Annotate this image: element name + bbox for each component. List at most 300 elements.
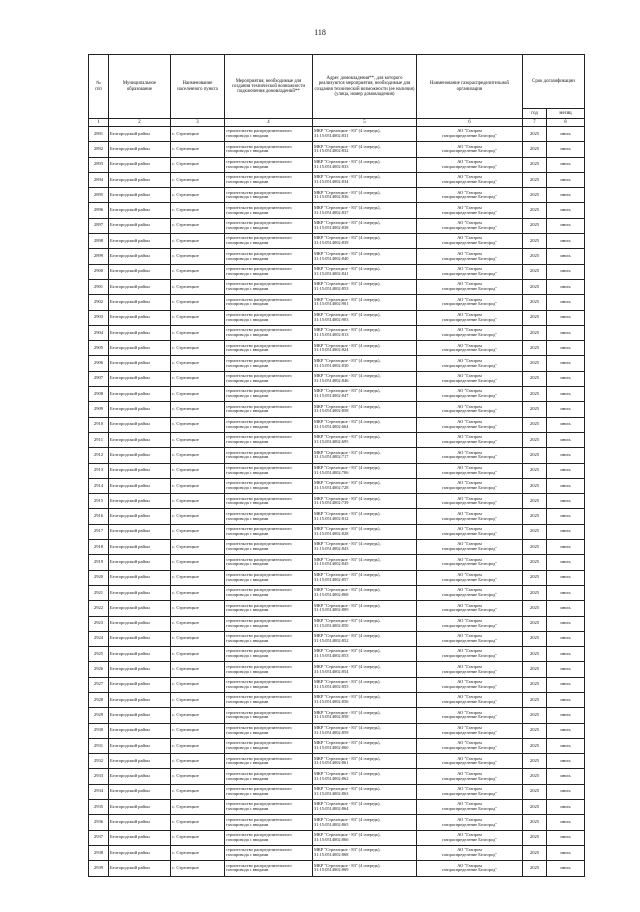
row-activity	[225, 800, 313, 815]
row-activity	[225, 570, 313, 585]
row-organization	[417, 662, 523, 677]
row-district: Белгородский район	[109, 631, 171, 646]
row-month: июль	[547, 830, 585, 845]
row-settlement: с. Стрелецкое	[171, 264, 225, 279]
row-activity-line: строительство распределительного	[226, 190, 292, 195]
row-number: 2903	[89, 310, 109, 325]
row-settlement: с. Стрелецкое	[171, 218, 225, 233]
row-address-line: МКР "Стрелецкое - 83" (4 очередь),	[314, 159, 381, 164]
row-year: 2025	[523, 356, 547, 371]
row-month: июль	[547, 555, 585, 570]
row-address-line: МКР "Стрелецкое - 83" (4 очередь),	[314, 542, 381, 547]
row-organization	[417, 738, 523, 753]
row-number: 2910	[89, 417, 109, 432]
row-activity-line: строительство распределительного	[226, 267, 292, 272]
row-organization-line: АО "Газпром	[457, 787, 482, 792]
table-row	[89, 692, 585, 707]
row-address	[313, 264, 417, 279]
row-activity-line: строительство распределительного	[226, 802, 292, 807]
row-settlement: с. Стрелецкое	[171, 494, 225, 509]
row-activity	[225, 494, 313, 509]
row-address-line: МКР "Стрелецкое - 83" (4 очередь),	[314, 175, 381, 180]
row-address	[313, 432, 417, 447]
row-activity-line: газопровода с вводами	[226, 547, 269, 552]
row-activity-line: газопровода с вводами	[226, 485, 269, 490]
row-district: Белгородский район	[109, 157, 171, 172]
row-organization-line: АО "Газпром	[457, 725, 482, 730]
row-organization	[417, 800, 523, 815]
row-activity-line: газопровода с вводами	[226, 424, 269, 429]
row-address	[313, 402, 417, 417]
row-address-line: 31:15:0514002:834	[314, 180, 349, 185]
row-number: 2922	[89, 601, 109, 616]
row-activity-line: строительство распределительного	[226, 236, 292, 241]
row-activity-line: строительство распределительного	[226, 787, 292, 792]
table-row	[89, 723, 585, 738]
row-organization-line: АО "Газпром	[457, 680, 482, 685]
row-organization	[417, 631, 523, 646]
row-address-line: МКР "Стрелецкое - 83" (4 очередь),	[314, 328, 381, 333]
row-month: июль	[547, 616, 585, 631]
row-district: Белгородский район	[109, 218, 171, 233]
row-month: июль	[547, 540, 585, 555]
row-number: 2926	[89, 662, 109, 677]
row-address	[313, 188, 417, 203]
row-activity-line: газопровода с вводами	[226, 317, 269, 322]
row-address-line: 31:15:0514002:846	[314, 378, 349, 383]
row-address-line: МКР "Стрелецкое - 83" (4 очередь),	[314, 802, 381, 807]
row-activity-line: строительство распределительного	[226, 175, 292, 180]
row-number: 2912	[89, 448, 109, 463]
column-number: 3	[171, 119, 225, 127]
row-year: 2025	[523, 341, 547, 356]
row-year: 2025	[523, 845, 547, 860]
row-address	[313, 142, 417, 157]
row-organization-line: газораспределение Белгород"	[441, 440, 498, 445]
row-organization-line: АО "Газпром	[457, 618, 482, 623]
row-organization-line: газораспределение Белгород"	[441, 363, 498, 368]
row-number: 2931	[89, 738, 109, 753]
row-month: июль	[547, 188, 585, 203]
row-address-line: МКР "Стрелецкое - 83" (4 очередь),	[314, 603, 381, 608]
row-number: 2895	[89, 188, 109, 203]
row-year: 2025	[523, 830, 547, 845]
row-month: июль	[547, 172, 585, 187]
row-organization	[417, 754, 523, 769]
row-district: Белгородский район	[109, 371, 171, 386]
row-activity	[225, 249, 313, 264]
row-address	[313, 769, 417, 784]
row-activity-line: строительство распределительного	[226, 741, 292, 746]
row-activity-line: газопровода с вводами	[226, 654, 269, 659]
table-row	[89, 127, 585, 142]
row-address	[313, 524, 417, 539]
row-organization-line: газораспределение Белгород"	[441, 134, 498, 139]
row-organization	[417, 616, 523, 631]
row-address-line: 31:15:0514002:847	[314, 394, 349, 399]
row-organization	[417, 142, 523, 157]
row-activity-line: газопровода с вводами	[226, 853, 269, 858]
row-settlement: с. Стрелецкое	[171, 800, 225, 815]
row-year: 2025	[523, 815, 547, 830]
row-month: июль	[547, 341, 585, 356]
row-settlement: с. Стрелецкое	[171, 310, 225, 325]
row-organization	[417, 356, 523, 371]
row-address-line: МКР "Стрелецкое - 83" (4 очередь),	[314, 848, 381, 853]
row-month: июль	[547, 417, 585, 432]
row-settlement: с. Стрелецкое	[171, 570, 225, 585]
row-address	[313, 738, 417, 753]
row-address-line: МКР "Стрелецкое - 83" (4 очередь),	[314, 756, 381, 761]
row-year: 2025	[523, 432, 547, 447]
row-year: 2025	[523, 494, 547, 509]
row-district: Белгородский район	[109, 341, 171, 356]
row-month: июль	[547, 494, 585, 509]
row-year: 2025	[523, 555, 547, 570]
row-activity-line: строительство распределительного	[226, 588, 292, 593]
row-address	[313, 616, 417, 631]
row-number: 2911	[89, 432, 109, 447]
row-organization-line: АО "Газпром	[457, 802, 482, 807]
row-activity-line: газопровода с вводами	[226, 868, 269, 873]
row-address-line: МКР "Стрелецкое - 83" (4 очередь),	[314, 833, 381, 838]
row-organization	[417, 417, 523, 432]
row-address-line: 31:15:0514002:869	[314, 868, 349, 873]
row-organization-line: АО "Газпром	[457, 496, 482, 501]
row-settlement: с. Стрелецкое	[171, 142, 225, 157]
row-organization	[417, 769, 523, 784]
row-activity	[225, 509, 313, 524]
row-activity	[225, 371, 313, 386]
row-address-line: 31:15:0514002:841	[314, 271, 349, 276]
row-settlement: с. Стрелецкое	[171, 524, 225, 539]
row-activity	[225, 157, 313, 172]
row-activity	[225, 585, 313, 600]
row-number: 2901	[89, 279, 109, 294]
row-activity-line: газопровода с вводами	[226, 562, 269, 567]
row-activity	[225, 647, 313, 662]
row-activity	[225, 769, 313, 784]
row-year: 2025	[523, 249, 547, 264]
row-address-line: МКР "Стрелецкое - 83" (4 очередь),	[314, 190, 381, 195]
row-activity-line: строительство распределительного	[226, 221, 292, 226]
row-number: 2916	[89, 509, 109, 524]
row-address-line: 31:15:0514002:813	[314, 333, 349, 337]
row-settlement: с. Стрелецкое	[171, 249, 225, 264]
row-month: июль	[547, 325, 585, 340]
row-activity-line: газопровода с вводами	[226, 225, 269, 230]
row-address-line: МКР "Стрелецкое - 83" (4 очередь),	[314, 710, 381, 715]
row-address-line: МКР "Стрелецкое - 83" (4 очередь),	[314, 817, 381, 822]
row-address-line: 31:15:0514002:812	[314, 516, 349, 521]
row-district: Белгородский район	[109, 417, 171, 432]
row-activity	[225, 861, 313, 876]
row-organization-line: АО "Газпром	[457, 603, 482, 608]
row-district: Белгородский район	[109, 647, 171, 662]
row-organization	[417, 692, 523, 707]
row-organization	[417, 203, 523, 218]
row-address-line: 31:15:0514002:865	[314, 822, 349, 827]
row-organization	[417, 234, 523, 249]
row-year: 2025	[523, 218, 547, 233]
row-month: июль	[547, 662, 585, 677]
row-district: Белгородский район	[109, 815, 171, 830]
row-organization-line: АО "Газпром	[457, 420, 482, 425]
row-organization-line: газораспределение Белгород"	[441, 424, 498, 429]
row-year: 2025	[523, 800, 547, 815]
row-district: Белгородский район	[109, 142, 171, 157]
row-settlement: с. Стрелецкое	[171, 478, 225, 493]
row-activity	[225, 295, 313, 310]
row-organization-line: газораспределение Белгород"	[441, 684, 498, 689]
row-settlement: с. Стрелецкое	[171, 815, 225, 830]
table-row	[89, 830, 585, 845]
row-organization	[417, 845, 523, 860]
row-activity-line: строительство распределительного	[226, 374, 292, 379]
table-row	[89, 784, 585, 799]
row-year: 2025	[523, 692, 547, 707]
row-number: 2894	[89, 172, 109, 187]
row-month: июль	[547, 448, 585, 463]
row-address	[313, 371, 417, 386]
row-activity	[225, 754, 313, 769]
row-activity-line: строительство распределительного	[226, 863, 292, 868]
row-number: 2902	[89, 295, 109, 310]
row-organization-line: газораспределение Белгород"	[441, 271, 498, 276]
row-activity-line: строительство распределительного	[226, 282, 292, 287]
row-month: июль	[547, 295, 585, 310]
row-activity-line: газопровода с вводами	[226, 516, 269, 521]
row-year: 2025	[523, 509, 547, 524]
row-district: Белгородский район	[109, 585, 171, 600]
row-organization-line: АО "Газпром	[457, 634, 482, 639]
table-row	[89, 203, 585, 218]
row-address-line: 31:15:0514002:857	[314, 577, 349, 582]
row-address	[313, 861, 417, 876]
row-settlement: с. Стрелецкое	[171, 172, 225, 187]
row-activity-line: строительство распределительного	[226, 817, 292, 822]
row-address-line: 31:15:0514002:831	[314, 134, 349, 139]
row-district: Белгородский район	[109, 310, 171, 325]
row-district: Белгородский район	[109, 234, 171, 249]
gasification-table	[88, 54, 585, 877]
row-address-line: 31:15:0514002:695	[314, 440, 349, 445]
row-address-line: 31:15:0514002:839	[314, 241, 349, 246]
row-activity-line: строительство распределительного	[226, 680, 292, 685]
row-number: 2909	[89, 402, 109, 417]
row-organization	[417, 723, 523, 738]
row-organization	[417, 432, 523, 447]
row-organization-line: АО "Газпром	[457, 573, 482, 577]
row-district: Белгородский район	[109, 784, 171, 799]
row-address	[313, 692, 417, 707]
row-organization-line: газораспределение Белгород"	[441, 164, 498, 169]
row-district: Белгородский район	[109, 692, 171, 707]
row-activity-line: газопровода с вводами	[226, 746, 269, 751]
row-activity	[225, 662, 313, 677]
row-activity	[225, 310, 313, 325]
table-row	[89, 218, 585, 233]
row-activity	[225, 540, 313, 555]
row-settlement: с. Стрелецкое	[171, 371, 225, 386]
row-address-line: 31:15:0514002:862	[314, 776, 349, 781]
row-month: июль	[547, 203, 585, 218]
row-settlement: с. Стрелецкое	[171, 417, 225, 432]
row-number: 2928	[89, 692, 109, 707]
table-row	[89, 540, 585, 555]
row-organization-line: АО "Газпром	[457, 236, 482, 241]
row-settlement: с. Стрелецкое	[171, 432, 225, 447]
row-organization-line: газораспределение Белгород"	[441, 225, 498, 230]
table-row	[89, 448, 585, 463]
row-address	[313, 601, 417, 616]
row-year: 2025	[523, 417, 547, 432]
row-address-line: 31:15:0514002:856	[314, 700, 349, 705]
row-organization-line: АО "Газпром	[457, 465, 482, 470]
row-organization-line: АО "Газпром	[457, 588, 482, 593]
row-address	[313, 172, 417, 187]
row-organization-line: газораспределение Белгород"	[441, 547, 498, 552]
row-district: Белгородский район	[109, 601, 171, 616]
row-address-line: МКР "Стрелецкое - 83" (4 очередь),	[314, 435, 381, 440]
row-address	[313, 647, 417, 662]
row-address	[313, 417, 417, 432]
row-activity-line: газопровода с вводами	[226, 271, 269, 276]
row-address	[313, 830, 417, 845]
row-number: 2934	[89, 784, 109, 799]
table-row	[89, 234, 585, 249]
header-settlement: Наименование населенного пункта	[171, 55, 225, 119]
row-activity-line: строительство распределительного	[226, 328, 292, 333]
row-organization	[417, 387, 523, 402]
row-organization-line: газораспределение Белгород"	[441, 700, 498, 705]
row-district: Белгородский район	[109, 754, 171, 769]
column-number: 5	[313, 119, 417, 127]
row-year: 2025	[523, 677, 547, 692]
row-number: 2904	[89, 325, 109, 340]
row-address-line: МКР "Стрелецкое - 83" (4 очередь),	[314, 251, 381, 256]
row-address-line: МКР "Стрелецкое - 83" (4 очередь),	[314, 695, 381, 700]
row-number: 2935	[89, 800, 109, 815]
row-activity-line: строительство распределительного	[226, 251, 292, 256]
row-activity-line: строительство распределительного	[226, 297, 292, 302]
row-organization-line: газораспределение Белгород"	[441, 180, 498, 185]
row-address-line: МКР "Стрелецкое - 83" (4 очередь),	[314, 496, 381, 501]
row-activity	[225, 463, 313, 478]
row-settlement: с. Стрелецкое	[171, 631, 225, 646]
row-organization-line: газораспределение Белгород"	[441, 822, 498, 827]
row-address	[313, 784, 417, 799]
row-settlement: с. Стрелецкое	[171, 325, 225, 340]
row-address-line: 31:15:0514002:832	[314, 149, 349, 154]
row-number: 2939	[89, 861, 109, 876]
row-organization-line: газораспределение Белгород"	[441, 470, 498, 475]
row-activity-line: газопровода с вводами	[226, 210, 269, 215]
row-number: 2905	[89, 341, 109, 356]
row-address-line: 31:15:0514002:833	[314, 164, 349, 169]
table-row	[89, 662, 585, 677]
header-term: Срок догазификации	[523, 55, 585, 109]
row-organization-line: газораспределение Белгород"	[441, 516, 498, 521]
row-activity-line: строительство распределительного	[226, 450, 292, 455]
row-organization-line: АО "Газпром	[457, 205, 482, 210]
row-address-line: 31:15:0514002:854	[314, 669, 349, 674]
row-district: Белгородский район	[109, 127, 171, 142]
row-activity-line: строительство распределительного	[226, 481, 292, 486]
row-organization	[417, 509, 523, 524]
row-address	[313, 279, 417, 294]
row-year: 2025	[523, 295, 547, 310]
row-organization-line: газораспределение Белгород"	[441, 409, 498, 414]
row-organization-line: газораспределение Белгород"	[441, 348, 498, 353]
row-month: июль	[547, 631, 585, 646]
row-organization-line: АО "Газпром	[457, 710, 482, 715]
row-organization-line: газораспределение Белгород"	[441, 623, 498, 628]
row-month: июль	[547, 800, 585, 815]
row-year: 2025	[523, 172, 547, 187]
column-number: 6	[417, 119, 523, 127]
row-year: 2025	[523, 616, 547, 631]
row-organization-line: газораспределение Белгород"	[441, 501, 498, 506]
row-activity	[225, 448, 313, 463]
header-year: год	[523, 109, 547, 119]
row-month: июль	[547, 769, 585, 784]
row-district: Белгородский район	[109, 387, 171, 402]
row-district: Белгородский район	[109, 723, 171, 738]
row-year: 2025	[523, 463, 547, 478]
row-activity-line: строительство распределительного	[226, 664, 292, 669]
table-row	[89, 509, 585, 524]
table-row	[89, 356, 585, 371]
table-row	[89, 264, 585, 279]
row-number: 2891	[89, 127, 109, 142]
row-district: Белгородский район	[109, 448, 171, 463]
row-organization	[417, 478, 523, 493]
row-month: июль	[547, 861, 585, 876]
table-row	[89, 371, 585, 386]
row-address-line: МКР "Стрелецкое - 83" (4 очередь),	[314, 389, 381, 394]
row-organization-line: АО "Газпром	[457, 175, 482, 180]
row-year: 2025	[523, 738, 547, 753]
row-address	[313, 631, 417, 646]
row-month: июль	[547, 142, 585, 157]
row-number: 2925	[89, 647, 109, 662]
row-activity	[225, 555, 313, 570]
row-activity-line: строительство распределительного	[226, 144, 292, 149]
row-number: 2898	[89, 234, 109, 249]
table-row	[89, 647, 585, 662]
row-address	[313, 708, 417, 723]
row-district: Белгородский район	[109, 769, 171, 784]
row-year: 2025	[523, 387, 547, 402]
row-settlement: с. Стрелецкое	[171, 188, 225, 203]
row-address-line: МКР "Стрелецкое - 83" (4 очередь),	[314, 343, 381, 348]
row-settlement: с. Стрелецкое	[171, 845, 225, 860]
row-district: Белгородский район	[109, 325, 171, 340]
row-settlement: с. Стрелецкое	[171, 295, 225, 310]
row-year: 2025	[523, 325, 547, 340]
row-address-line: МКР "Стрелецкое - 83" (4 очередь),	[314, 404, 381, 409]
row-address-line: МКР "Стрелецкое - 83" (4 очередь),	[314, 236, 381, 241]
table-row	[89, 616, 585, 631]
row-year: 2025	[523, 784, 547, 799]
row-number: 2921	[89, 585, 109, 600]
row-year: 2025	[523, 157, 547, 172]
row-month: июль	[547, 509, 585, 524]
row-organization-line: АО "Газпром	[457, 328, 482, 333]
row-settlement: с. Стрелецкое	[171, 341, 225, 356]
row-organization	[417, 371, 523, 386]
